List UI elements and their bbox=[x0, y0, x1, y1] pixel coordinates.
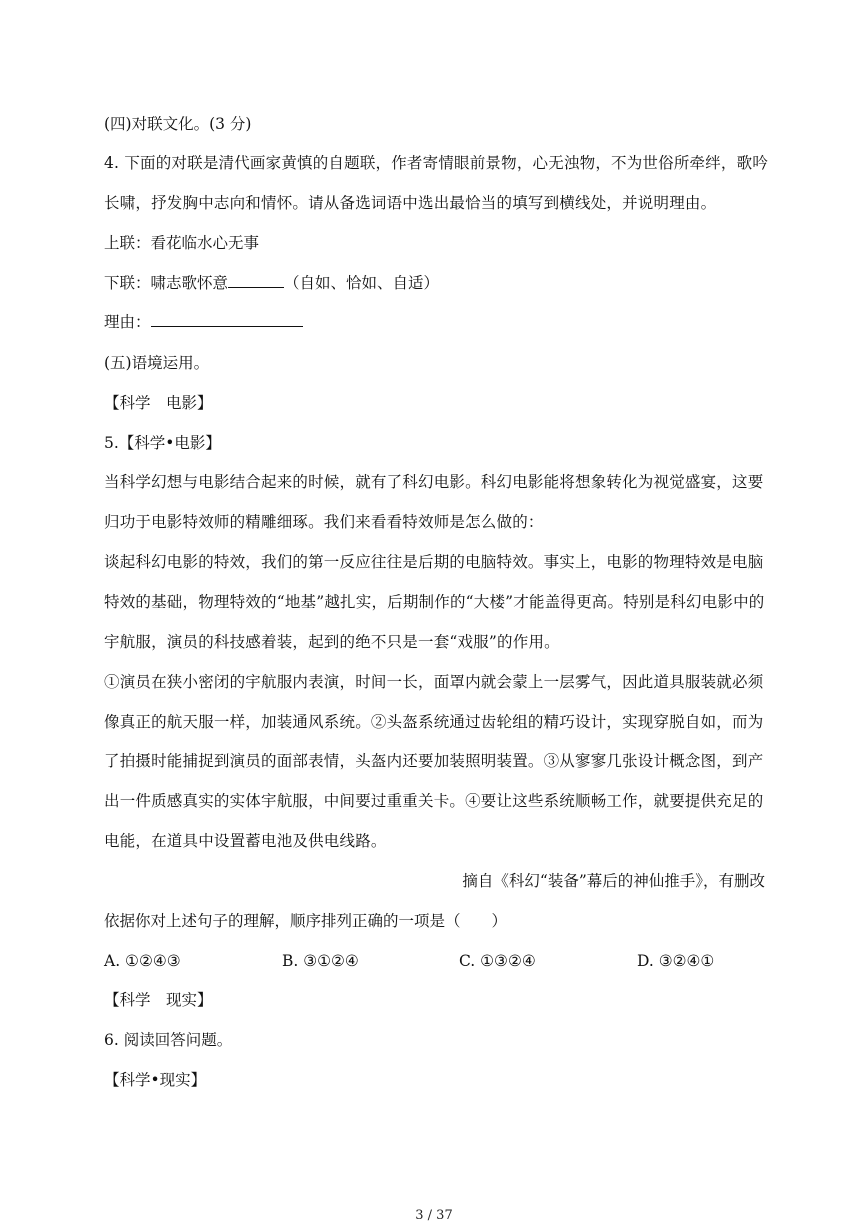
question-5-prompt: 依据你对上述句子的理解，顺序排列正确的一项是（ ） bbox=[104, 912, 508, 930]
section-4-heading: (四)对联文化。(3 分) bbox=[104, 115, 252, 133]
reason-label: 理由： bbox=[104, 313, 151, 331]
reason-blank[interactable] bbox=[151, 312, 303, 327]
question-6-sub-tag: 【科学•现实】 bbox=[104, 1071, 207, 1089]
passage-p1-line-1: 当科学幻想与电影结合起来的时候，就有了科幻电影。科幻电影能将想象转化为视觉盛宴，这要 bbox=[104, 473, 764, 491]
passage-p2-line-3: 宇航服，演员的科技感着装，起到的绝不只是一套“戏服”的作用。 bbox=[104, 633, 560, 651]
passage-p3-line-5: 电能，在道具中设置蓄电池及供电线路。 bbox=[104, 832, 387, 850]
page-number: 3 / 37 bbox=[415, 1208, 453, 1223]
passage-p2-line-1: 谈起科幻电影的特效，我们的第一反应往往是后期的电脑特效。事实上，电影的物理特效是电脑 bbox=[104, 553, 764, 571]
option-a[interactable]: A. ①②④③ bbox=[104, 952, 181, 970]
passage-source: 摘自《科幻“装备”幕后的神仙推手》，有删改 bbox=[462, 872, 765, 890]
section-5-tag: 【科学 电影】 bbox=[104, 394, 213, 412]
section-6-tag: 【科学 现实】 bbox=[104, 991, 213, 1009]
passage-p3-line-3: 了拍摄时能捕捉到演员的面部表情，头盔内还要加装照明装置。③从寥寥几张设计概念图，到产 bbox=[104, 752, 764, 770]
couplet-lower-options: （自如、恰如、自适） bbox=[284, 274, 440, 292]
section-5-heading: (五)语境运用。 bbox=[104, 354, 210, 372]
couplet-lower-prefix: 下联：啸志歌怀意 bbox=[104, 274, 229, 292]
option-b[interactable]: B. ③①②④ bbox=[282, 952, 359, 970]
question-6-title: 6. 阅读回答问题。 bbox=[104, 1031, 233, 1049]
option-c[interactable]: C. ①③②④ bbox=[459, 952, 536, 970]
option-d[interactable]: D. ③②④① bbox=[637, 952, 715, 970]
passage-p3-line-1: ①演员在狭小密闭的宇航服内表演，时间一长，面罩内就会蒙上一层雾气，因此道具服装就必须 bbox=[104, 673, 764, 691]
passage-p3-line-2: 像真正的航天服一样，加装通风系统。②头盔系统通过齿轮组的精巧设计，实现穿脱自如，而为 bbox=[104, 713, 764, 731]
question-4-line-1: 4. 下面的对联是清代画家黄慎的自题联，作者寄情眼前景物，心无浊物，不为世俗所牵绊，歌吟 bbox=[104, 154, 769, 172]
couplet-lower bbox=[104, 273, 439, 293]
reason-line bbox=[104, 312, 303, 332]
answer-blank[interactable] bbox=[228, 273, 284, 288]
passage-p2-line-2: 特效的基础，物理特效的“地基”越扎实，后期制作的“大楼”才能盖得更高。特别是科幻电影中的 bbox=[104, 593, 765, 611]
passage-p3-line-4: 出一件质感真实的实体宇航服，中间要过重重关卡。④要让这些系统顺畅工作，就要提供充足的 bbox=[104, 792, 764, 810]
passage-p1-line-2: 归功于电影特效师的精雕细琢。我们来看看特效师是怎么做的： bbox=[104, 513, 544, 531]
question-5-title: 5.【科学•电影】 bbox=[104, 434, 221, 452]
question-4-line-2: 长啸，抒发胸中志向和情怀。请从备选词语中选出最恰当的填写到横线处，并说明理由。 bbox=[104, 194, 717, 212]
couplet-upper: 上联：看花临水心无事 bbox=[104, 234, 260, 252]
